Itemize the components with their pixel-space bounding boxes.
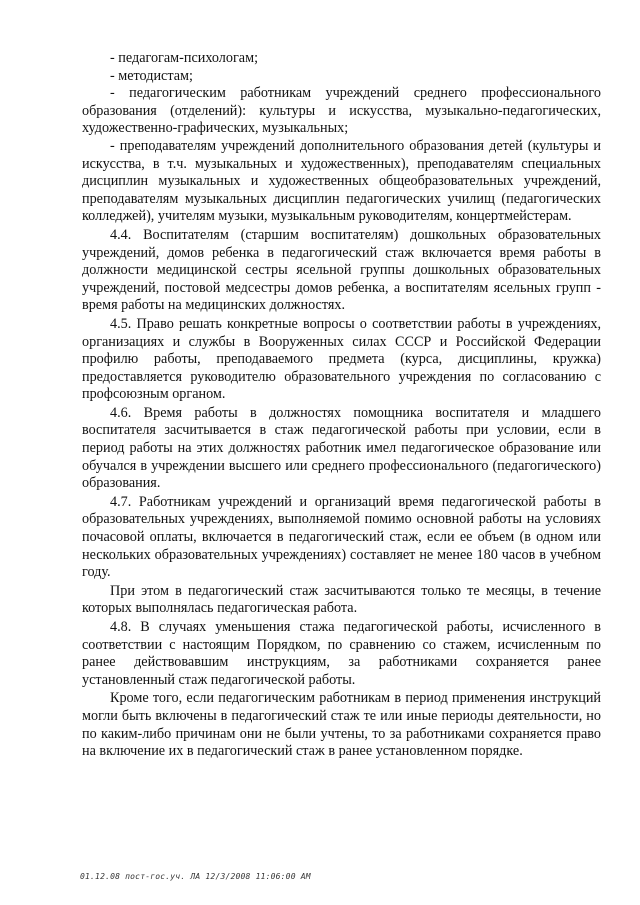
paragraph-4-6: 4.6. Время работы в должностях помощника воспитателя и младшего воспитателя засчитывается в стаж педагогической работы при условии, если в период работы на этих должностях работник имел педагогическое образование или обучался в учреждении высшего или среднего профессионального (педагогического) образования. [82, 404, 601, 492]
paragraph-4-7-continuation: При этом в педагогический стаж засчитываются только те месяцы, в течение которых выполнялась педагогическая работа. [82, 582, 601, 617]
document-page [82, 50, 601, 761]
paragraph-4-8: 4.8. В случаях уменьшения стажа педагогической работы, исчисленного в соответствии с настоящим Порядком, по сравнению со стажем, исчисленным по ранее действовавшим инструкциям, за работниками сохраняется ранее установленный стаж педагогической работы. [82, 619, 601, 688]
paragraph-4-7: 4.7. Работникам учреждений и организаций время педагогической работы в образовательных учреждениях, выполняемой помимо основной работы на условиях почасовой оплаты, включается в педагогический стаж, если ее объем (в одном или нескольких образовательных учреждениях) составляет не менее 180 часов в учебном году. [82, 493, 601, 581]
list-item-methodists: - методистам; [110, 67, 193, 84]
list-item-psychologists: - педагогам-психологам; [110, 50, 259, 66]
paragraph-4-8-continuation: Кроме того, если педагогическим работникам в период применения инструкций могли быть включены в педагогический стаж те или иные периоды деятельности, но по каким-либо причинам они не были учтены, то за работниками сохраняется право на включение их в педагогический стаж в ранее установленном порядке. [82, 690, 601, 760]
print-footer: 01.12.08 пост-гос.уч. ЛА 12/3/2008 11:06:00 AM [80, 872, 311, 881]
list-item-additional-education-teachers: - преподавателям учреждений дополнительного образования детей (культуры и искусства, в т.ч. музыкальных и художественных), преподавателям специальных дисциплин музыкальных и художественных общеобразовательных учреждений, преподавателям музыкальных дисциплин педагогических училищ (педагогических колледжей), учителям музыки, музыкальным руководителям, концертмейстерам. [82, 137, 601, 225]
list-item-secondary-vocational-staff: - педагогическим работникам учреждений среднего профессионального образования (отделений): культуры и искусства, музыкально-педагогических, художественно-графических, музыкальных; [82, 85, 601, 137]
paragraph-4-4: 4.4. Воспитателям (старшим воспитателям) дошкольных образовательных учреждений, домов ребенка в педагогический стаж включается время работы в должности медицинской сестры ясельной группы дошкольных образовательных учреждений, постовой медсестры домов ребенка, а воспитателям ясельных групп - время работы на медицинских должностях. [82, 226, 601, 314]
paragraph-4-5: 4.5. Право решать конкретные вопросы о соответствии работы в учреждениях, организациях и службы в Вооруженных силах СССР и Российской Федерации профилю работы, преподаваемого предмета (курса, дисциплины, кружка) предоставляется руководителю образовательного учреждения по согласованию с профсоюзным органом. [82, 315, 601, 403]
